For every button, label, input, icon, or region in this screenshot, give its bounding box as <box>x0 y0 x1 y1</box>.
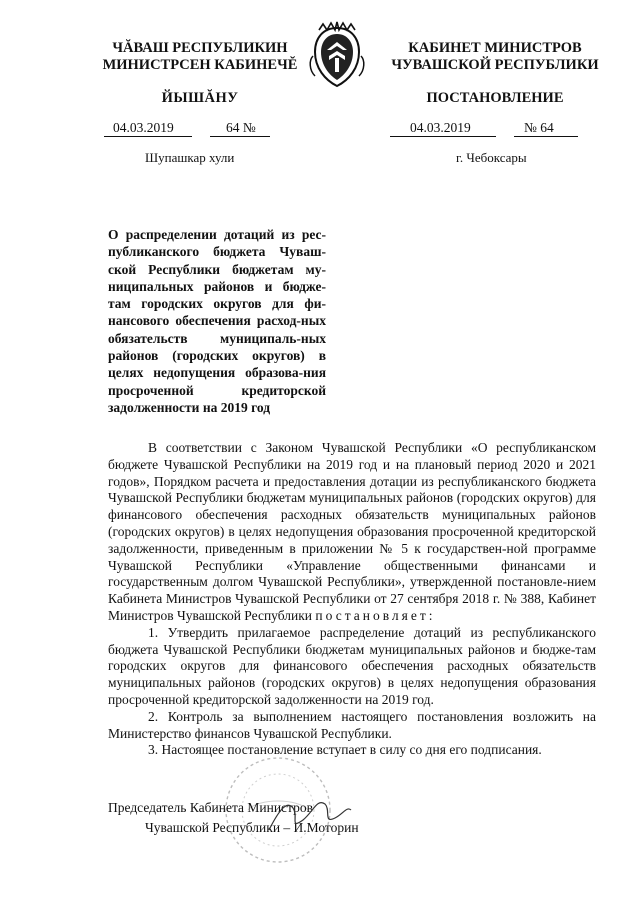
signature-position: Председатель Кабинета Министров <box>108 800 313 815</box>
reg-date-right: 04.03.2019 <box>410 120 471 135</box>
reg-number-left: 64 № <box>226 120 256 135</box>
city-right: г. Чебоксары <box>456 150 527 165</box>
body-paragraph-3: 2. Контроль за выполнением настоящего постановления возложить на Министерство финансов Чувашской Республики. <box>108 708 596 741</box>
doctype-left: ЙЫШĂНУ <box>161 90 239 106</box>
header-right-org <box>380 40 610 74</box>
header-left-line-2: МИНИСТРСЕН КАБИНЕЧĔ <box>102 57 298 73</box>
handwritten-signature-icon <box>265 790 355 840</box>
body-paragraph-4: 3. Настоящее постановление вступает в силу со дня его подписания. <box>148 742 542 758</box>
reg-number-right: № 64 <box>524 120 554 135</box>
reg-number-right-underline <box>514 136 578 137</box>
signature-name: Чувашской Республики – И.Моторин <box>145 820 359 835</box>
reg-date-right-underline <box>390 136 496 137</box>
doctype-right: ПОСТАНОВЛЕНИЕ <box>426 90 564 106</box>
body-paragraph-1 <box>108 440 596 625</box>
header-left-org <box>95 40 305 74</box>
city-left: Шупашкар хули <box>145 150 235 165</box>
body-paragraph-1-verb: постановляет: <box>315 607 436 623</box>
reg-date-left: 04.03.2019 <box>113 120 174 135</box>
body-paragraph-2: 1. Утвердить прилагаемое распределение дотаций из республиканского бюджета Чувашской Республики бюджетам муниципальных районов и бюдже-там городских округов для финансового обеспечения расходных обязательств муниципальных районов (городских округов) в целях недопущения образования просроченной кредиторской задолженности на 2019 год. <box>108 624 596 707</box>
chuvash-emblem-icon <box>305 20 369 92</box>
reg-number-left-underline <box>210 136 270 137</box>
body-paragraph-1-main: В соответствии с Законом Чувашской Республики «О республиканском бюджете Чувашской Республики на 2019 год и на плановый период 2020 и 2021 годов», Порядком расчета и предоставления дотации из республиканского бюджета Чувашской Республики бюджетам муниципальных районов (городских округов) для финансового обеспечения расходных обязательств муниципальных районов (городских округов) в целях недопущения образования просроченной кредиторской задолженности, приведенным в приложении № 5 к государствен-ной программе Чувашской Республики «Управление общественными финансами и государственным долгом Чувашской Республики», утвержденной постановле-нием Кабинета Министров Чувашской Республики от 27 сентября 2018 г. № 388, Кабинет Министров Чувашской Республики <box>108 440 596 623</box>
header-right-line-2: ЧУВАШСКОЙ РЕСПУБЛИКИ <box>391 57 599 73</box>
header-left-line-1: ЧĂВАШ РЕСПУБЛИКИН <box>112 40 288 56</box>
document-title: О распределении дотаций из рес-публиканского бюджета Чуваш-ской Республики бюджетам му-ниципальных районов и бюдже-там городских округов для фи-нансового обеспечения расход-ных обязательств муниципаль-ных районов (городских округов) в целях недопущения образова-ния просроченной кредиторской задолженности на 2019 год <box>108 227 326 415</box>
document-body <box>108 440 596 759</box>
reg-date-left-underline <box>104 136 192 137</box>
header-right-line-1: КАБИНЕТ МИНИСТРОВ <box>408 40 582 56</box>
